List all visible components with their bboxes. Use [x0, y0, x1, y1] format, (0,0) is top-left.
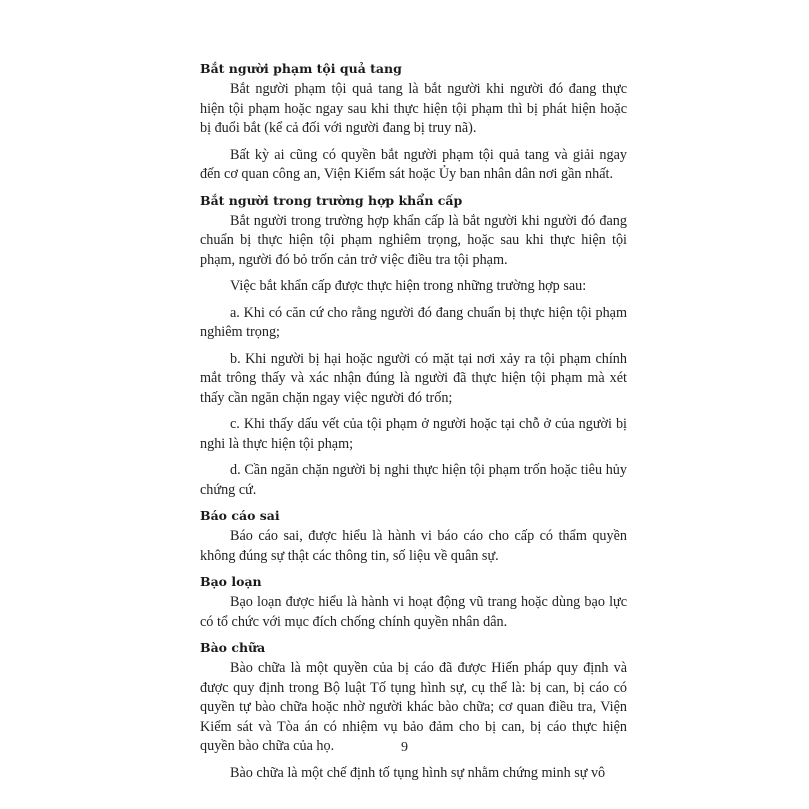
term-heading: Bào chữa [200, 640, 266, 655]
paragraph: c. Khi thấy dấu vết của tội phạm ở người hoặc tại chỗ ở của người bị nghi là thực hiện tội phạm; [200, 416, 627, 452]
paragraph: a. Khi có căn cứ cho rằng người đó đang chuẩn bị thực hiện tội phạm nghiêm trọng; [200, 304, 627, 340]
term-heading: Bạo loạn [200, 574, 262, 589]
paragraph: Bắt người trong trường hợp khẩn cấp là bắt người khi người đó đang chuẩn bị thực hiện tội phạm nghiêm trọng, hoặc sau khi thực hiện tội phạm, người đó bỏ trốn cản trở việc điều tra tội phạm. [200, 212, 627, 268]
term-heading: Bắt người trong trường hợp khẩn cấp [200, 192, 463, 208]
paragraph: Bạo loạn được hiểu là hành vi hoạt động vũ trang hoặc dùng bạo lực có tổ chức với mục đích chống chính quyền nhân dân. [200, 594, 627, 630]
entry-bat-nguoi-khan-cap [200, 192, 627, 501]
term-heading: Báo cáo sai [200, 508, 280, 523]
entry-bao-loan [200, 573, 627, 632]
entry-bat-nguoi-qua-tang [200, 60, 627, 185]
term-heading: Bắt người phạm tội quả tang [200, 61, 402, 76]
paragraph: d. Cần ngăn chặn người bị nghi thực hiện tội phạm trốn hoặc tiêu hủy chứng cứ. [200, 462, 627, 498]
entry-bao-chua [200, 639, 627, 783]
paragraph: Báo cáo sai, được hiểu là hành vi báo cáo cho cấp có thẩm quyền không đúng sự thật các thông tin, số liệu về quân sự. [200, 528, 627, 564]
paragraph: Bào chữa là một quyền của bị cáo đã được Hiến pháp quy định và được quy định trong Bộ luật Tố tụng hình sự, cụ thể là: bị can, bị cáo có quyền tự bào chữa hoặc nhờ người khác bào chữa; cơ quan điều tra, Viện Kiểm sát và Tòa án có nhiệm vụ bảo đảm cho bị can, bị cáo thực hiện quyền bào chữa của họ. [200, 660, 627, 754]
paragraph: Bất kỳ ai cũng có quyền bắt người phạm tội quả tang và giải ngay đến cơ quan công an, Viện Kiểm sát hoặc Ủy ban nhân dân nơi gần nhất. [200, 146, 627, 182]
paragraph: b. Khi người bị hại hoặc người có mặt tại nơi xảy ra tội phạm chính mắt trông thấy và xác nhận đúng là người đã thực hiện tội phạm mà xét thấy cần ngăn chặn ngay việc người đó trốn; [200, 350, 627, 406]
document-page [200, 60, 627, 790]
page-number: 9 [401, 740, 408, 755]
paragraph: Bắt người phạm tội quả tang là bắt người khi người đó đang thực hiện tội phạm hoặc ngay sau khi thực hiện tội phạm thì bị phát hiện hoặc bị đuổi bắt (kể cả đối với người đang bị truy nã). [200, 81, 627, 136]
paragraph: Bào chữa là một chế định tố tụng hình sự nhằm chứng minh sự vô [230, 764, 606, 781]
entry-bao-cao-sai [200, 507, 627, 566]
paragraph: Việc bắt khẩn cấp được thực hiện trong những trường hợp sau: [230, 278, 587, 294]
